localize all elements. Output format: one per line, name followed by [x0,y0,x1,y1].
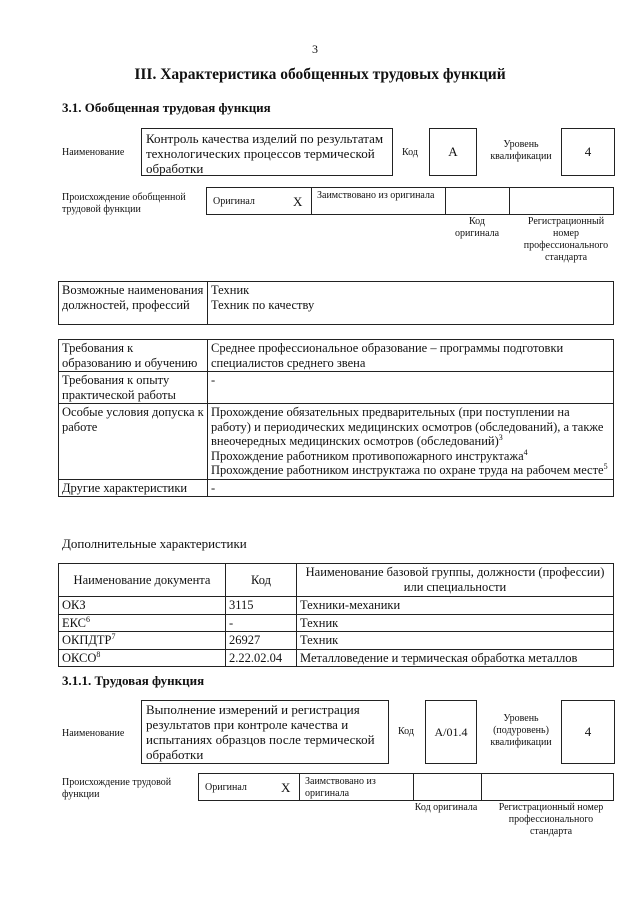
req-conditions-value [208,404,614,480]
doc-cell: ОКЗ [59,597,226,615]
divider [311,188,312,214]
table-row [59,614,614,632]
col-header-name: Наименование базовой группы, должности (профессии) или специальности [297,564,614,597]
tf-name-value: Выполнение измерений и регистрация результатов при контроле качества и испытаниях образцов после термической обработки [141,700,389,764]
divider [445,188,446,214]
otf-level-label: Уровень квалификации [490,139,552,162]
divider [299,774,300,800]
table-row [59,649,614,667]
code-cell: 3115 [226,597,297,615]
col-header-doc: Наименование документа [59,564,226,597]
req-education-label: Требования к образованию и обучению [59,340,208,372]
tf-level-label: Уровень (подуровень) квалификации [490,713,552,748]
table-row [59,632,614,650]
req-condition-line: Прохождение обязательных предварительных (при поступлении на работу) и периодических медицинских осмотров (обследований), а также внеочередных медицинских осмотров (обследований)$^3$ [211,405,604,448]
req-other-value: - [208,479,614,497]
otf-heading: 3.1. Обобщенная трудовая функция [62,100,271,115]
divider [413,774,414,800]
otf-origin-row [206,187,614,215]
code-cell: 26927 [226,632,297,650]
req-education-value: Среднее профессиональное образование – программы подготовки специалистов среднего звена [208,340,614,372]
tf-code-value: A/01.4 [425,700,477,764]
tf-heading: 3.1.1. Трудовая функция [62,673,205,688]
otf-code-value: А [429,128,477,176]
otf-level-value: 4 [561,128,615,176]
otf-origin-label: Происхождение обобщенной трудовой функции [62,192,186,215]
otf-col-code: Код оригинала [454,216,500,239]
doc-cell: ОКПДТР$^7$ [59,632,226,650]
position-item: Техник по качеству [211,297,315,312]
code-cell: 2.22.02.04 [226,649,297,667]
col-header-code: Код [226,564,297,597]
tf-col-code: Код оригинала [414,802,478,813]
tf-original-mark: X [281,780,291,795]
positions-values [208,282,614,325]
tf-origin-label: Происхождение трудовой функции [62,777,172,800]
otf-name-label: Наименование [62,147,125,158]
positions-table [58,281,614,325]
name-cell: Техник [297,632,614,650]
name-cell: Металловедение и термическая обработка металлов [297,649,614,667]
req-condition-line: Прохождение работником противопожарного инструктажа$^4$ [211,447,528,463]
tf-name-label: Наименование [62,728,125,739]
otf-code-label: Код [402,147,418,158]
doc-cell: ОКСО$^8$ [59,649,226,667]
req-experience-label: Требования к опыту практической работы [59,372,208,404]
doc-cell: ЕКС$^6$ [59,614,226,632]
tf-code-label: Код [398,726,414,737]
divider [481,774,482,800]
positions-label: Возможные наименования должностей, профессий [59,282,208,325]
section-title: III. Характеристика обобщенных трудовых функций [134,66,506,83]
position-item: Техник [211,283,250,297]
req-other-label: Другие характеристики [59,479,208,497]
name-cell: Техник [297,614,614,632]
tf-borrowed-label: Заимствовано из оригинала [305,776,376,799]
divider [509,188,510,214]
tf-original-label: Оригинал [205,782,247,793]
otf-borrowed-label: Заимствовано из оригинала [317,190,435,201]
table-row [59,597,614,615]
req-condition-line: Прохождение работником инструктажа по охране труда на рабочем месте$^5$ [211,461,608,477]
code-cell: - [226,614,297,632]
otf-col-reg: Регистрационный номер профессионального стандарта [523,216,609,263]
req-conditions-label: Особые условия допуска к работе [59,404,208,480]
additional-table [58,563,614,667]
req-experience-value: - [208,372,614,404]
tf-level-value: 4 [561,700,615,764]
additional-heading: Дополнительные характеристики [62,536,247,551]
requirements-table [58,339,614,497]
otf-original-mark: X [293,194,303,209]
tf-col-reg: Регистрационный номер профессионального стандарта [498,802,604,837]
otf-original-label: Оригинал [213,196,255,207]
name-cell: Техники-механики [297,597,614,615]
otf-name-value: Контроль качества изделий по результатам технологических процессов термической обработки [141,128,393,176]
tf-origin-row [198,773,614,801]
page-number: 3 [312,42,318,56]
